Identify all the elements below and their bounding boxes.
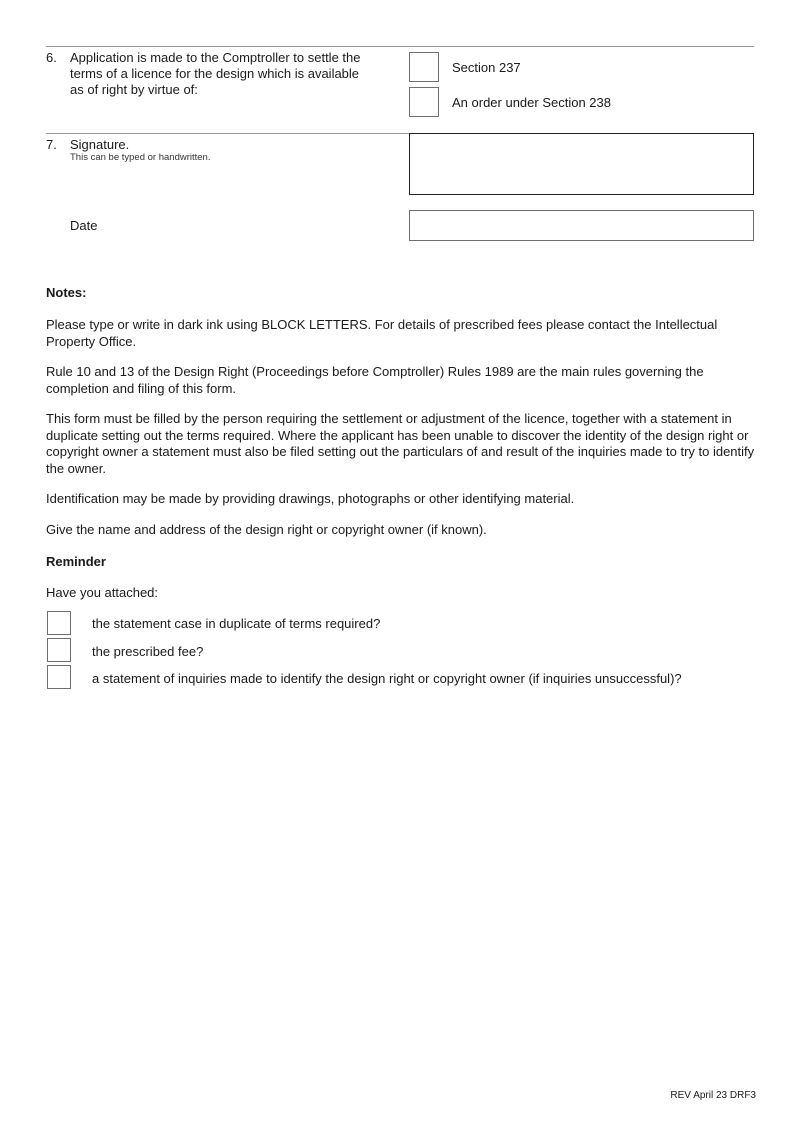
- reminder-item-fee: the prescribed fee?: [92, 644, 204, 659]
- signature-field[interactable]: [409, 133, 754, 195]
- reminder-intro: Have you attached:: [46, 585, 159, 600]
- date-field[interactable]: [409, 210, 754, 241]
- notes-paragraph-2: Rule 10 and 13 of the Design Right (Proceedings before Comptroller) Rules 1989 are the main rules governing the completion and filing of this form.: [46, 364, 704, 396]
- question-7-number: 7.: [46, 137, 57, 152]
- reminder-heading: Reminder: [46, 554, 106, 569]
- notes-heading: Notes:: [46, 285, 87, 300]
- revision-footer: REV April 23 DRF3: [670, 1090, 756, 1101]
- section-6-top-rule: [46, 46, 754, 47]
- signature-label: Signature.: [70, 137, 130, 152]
- reminder-item-inquiries: a statement of inquiries made to identify the design right or copyright owner (if inquiries unsuccessful)?: [92, 671, 682, 686]
- section-238-label: An order under Section 238: [452, 95, 611, 110]
- question-6-number: 6.: [46, 50, 57, 65]
- date-label: Date: [70, 218, 98, 233]
- reminder-checkbox-fee[interactable]: [47, 638, 71, 662]
- notes-paragraph-5: Give the name and address of the design right or copyright owner (if known).: [46, 522, 487, 537]
- notes-paragraph-1: Please type or write in dark ink using BLOCK LETTERS. For details of prescribed fees please contact the Intellectual Property Office.: [46, 317, 718, 349]
- reminder-item-statement: the statement case in duplicate of terms required?: [92, 616, 381, 631]
- reminder-checkbox-inquiries[interactable]: [47, 665, 71, 689]
- notes-paragraph-4: Identification may be made by providing drawings, photographs or other identifying material.: [46, 491, 575, 506]
- signature-hint: This can be typed or handwritten.: [70, 152, 211, 163]
- section-237-checkbox[interactable]: [409, 52, 439, 82]
- question-6-text: Application is made to the Comptroller to settle the terms of a licence for the design which is available as of right by virtue of:: [70, 50, 361, 97]
- section-237-label: Section 237: [452, 60, 521, 75]
- reminder-checkbox-statement[interactable]: [47, 611, 71, 635]
- notes-paragraph-3: This form must be filled by the person requiring the settlement or adjustment of the licence, together with a statement in duplicate setting out the terms required. Where the applicant has been unable to discover the identity of the design right or copyright owner a statement must also be filed setting out the particulars of and result of the inquiries made to try to identify the owner.: [46, 411, 755, 476]
- section-238-checkbox[interactable]: [409, 87, 439, 117]
